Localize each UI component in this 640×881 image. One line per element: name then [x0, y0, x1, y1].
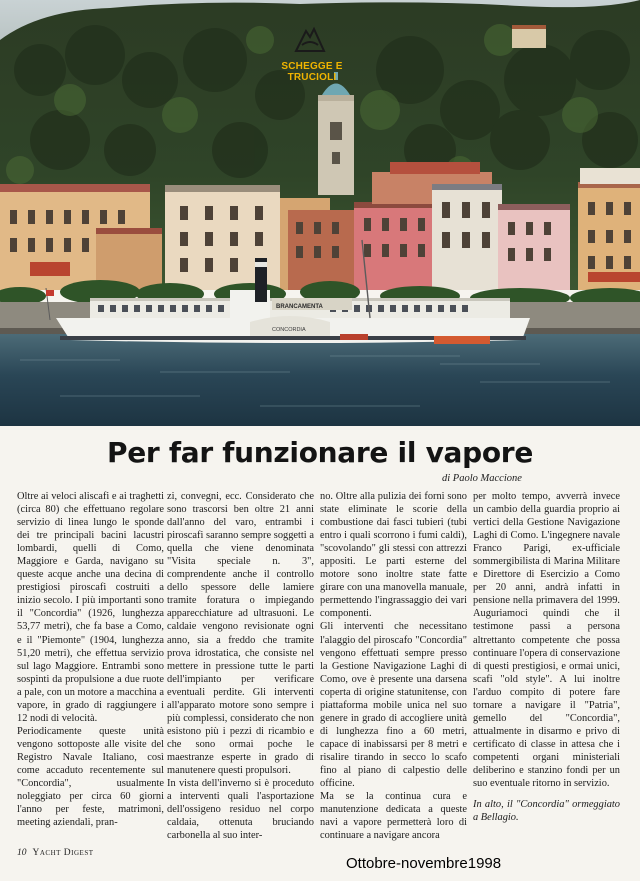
article-byline: di Paolo Maccione: [442, 473, 522, 484]
issue-date: Ottobre-novembre1998: [346, 855, 502, 872]
paragraph: Ma se la continua cura e manutenzione dedicata a queste navi a vapore permetterà loro di continuare a navigare ancora: [320, 791, 467, 842]
paragraph: per molto tempo, avverrà invece un cambio della guardia proprio ai vertici della Gestione Navigazione Laghi di Como. L'ingegnere navale Franco Parigi, ex-ufficiale sommergibilista di Marina Militare e Direttore di Esercizio a Como per 20 anni, andrà infatti in pensione nella primavera del 1999. Auguriamoci quindi che il testimone passi a persona altrettanto competente che possa continuare l'opera di conservazione di questi prestigiosi, e ormai unici, scafi "old style". A lui inoltre l'arduo compito di potere fare tornare a navigare il "Patria", gemello del "Concordia", attualmente in disarmo e privo di certificato di classe in attesa che i competenti organi ministeriali deliberino e stanzino fondi per un suo eventuale ritorno in servizio.: [473, 491, 621, 790]
boat-awning-text: BRANCAMENTA: [276, 304, 323, 310]
article-column-2: [167, 490, 314, 842]
boat-name-label: CONCORDIA: [272, 327, 306, 333]
magazine-name: Yacht Digest: [32, 848, 94, 858]
paragraph: Periodicamente queste unità vengono sottoposte alle visite del Registro Navale Italiano, così come accaduto recentemente sul "Concordia", usualmente noleggiato per circa 60 giorni l'anno per feste, matrimoni, meeting aziendali, pran-: [17, 725, 164, 829]
paragraph: zi, convegni, ecc. Considerato che sono trascorsi ben oltre 21 anni dall'anno del varo, entrambi i piroscafi saranno sempre soggetti a quella che viene denominata "Visita speciale n. 3", comprendente anche il controllo dello spessore delle lamiere tramite foratura o impiegando apparecchiature ad ultrasuoni. Le caldaie vengono revisionate ogni anno, sia a freddo che tramite prova idrostatica, che consiste nel mettere in pressione tutte le parti dell'impianto per verificare eventuali perdite. Gli interventi all'apparato motore sono sempre i più complessi, considerato che non esistono più i pezzi di ricambio e che sono ormai poche le maestranze esperte in grado di manutenere questi propulsori.: [167, 491, 314, 776]
article-column-3: [320, 490, 467, 842]
article-column-4: [473, 490, 620, 824]
paragraph: Oltre ai veloci aliscafi e ai traghetti (circa 80) che effettuano regolare servizio di linea lungo le sponde dei tre principali bacini lacustri lombardi, quelli di Como, Maggiore e Garda, navigano su queste acque anche una decina di prestigiosi piroscafi costruiti a inizio secolo. I più importanti sono il "Concordia" (1926, lunghezza 53,77 metri), che fa base a Como, e il "Piemonte" (1904, lunghezza 51,20 metri), che effettua servizio sul lago Maggiore. Entrambi sono sospinti da propulsione a due ruote a pale, con un motore a macchina a vapore, in grado di raggiungere i 12 nodi di velocità.: [17, 491, 164, 724]
article-title: Per far funzionare il vapore: [106, 436, 534, 469]
paragraph: In vista dell'inverno si è proceduto a interventi quali l'asportazione dell'ossigeno residuo nel corpo caldaia, ottenuta bruciando carbonella al suo inter-: [167, 778, 314, 842]
page-number: 10: [17, 848, 27, 858]
article-column-1: [17, 490, 164, 829]
page-folio: [17, 848, 93, 858]
hero-photo: [0, 0, 640, 426]
paragraph: no. Oltre alla pulizia dei forni sono state eliminate le scorie della combustione dai fasci tubieri (tubi entro i quali scorrono i fumi caldi), "scovolando" gli stessi con attrezzi appositi. Le parti esterne del motore sono inoltre state fatte girare con una manovella manuale, permettendo l'ingrassaggio dei vari componenti.: [320, 491, 467, 620]
section-emblem-icon: [292, 23, 328, 57]
article-body: [17, 490, 629, 842]
photo-caption: In alto, il "Concordia" ormeggiato a Bellagio.: [473, 799, 620, 824]
paragraph: Gli interventi che necessitano l'alaggio del piroscafo "Concordia" vengono effettuati sempre presso la Gestione Navigazione Laghi di Como, ove è presente una darsena coperta di origine statunitense, con piattaforma mobile unica nel suo genere in grado di accogliere unità di lunghezza fino a 60 metri, capace di inabissarsi per 8 metri e risalire tirando in secco lo scafo fino al piano di calpestio delle officine.: [320, 621, 467, 790]
section-tag: SCHEGGE E TRUCIOLI: [281, 61, 343, 83]
